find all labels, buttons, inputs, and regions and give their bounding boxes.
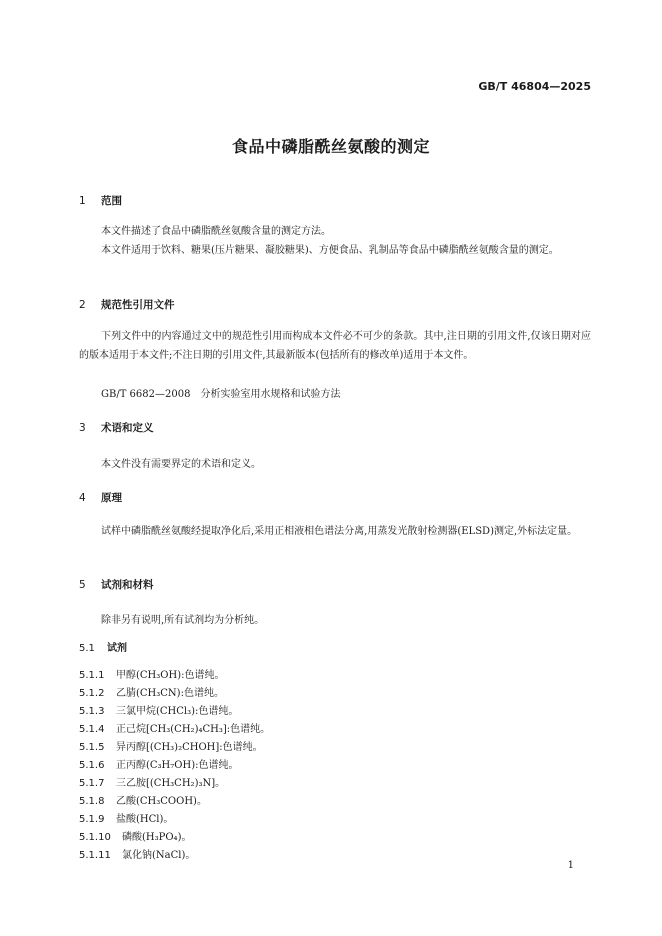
reagent-item — [79, 792, 207, 807]
item-number: 5.1.2 — [79, 688, 105, 699]
item-text: 磷酸(H₃PO₄)。 — [122, 832, 192, 843]
references-paragraph: 下列文件中的内容通过文中的规范性引用而构成本文件必不可少的条款。其中,注日期的引用文件,仅该日期对应的版本适用于本文件;不注日期的引用文件,其最新版本(包括所有的修改单)适用于本文件。 — [79, 331, 591, 361]
section-heading-reagents — [79, 577, 154, 592]
item-number: 5.1.1 — [79, 670, 105, 681]
item-text: 三氯甲烷(CHCl₃):色谱纯。 — [116, 706, 239, 717]
reagent-item — [79, 774, 225, 789]
reagent-item — [79, 810, 173, 825]
scope-paragraph-1: 本文件描述了食品中磷脂酰丝氨酸含量的测定方法。 — [101, 226, 331, 237]
section-heading-normative-references — [79, 297, 175, 312]
reagent-item — [79, 756, 238, 771]
item-number: 5.1.9 — [79, 814, 105, 825]
item-text: 乙腈(CH₃CN):色谱纯。 — [116, 688, 224, 699]
subsection-title: 试剂 — [107, 643, 127, 654]
item-text: 盐酸(HCl)。 — [116, 814, 174, 825]
terms-paragraph: 本文件没有需要界定的术语和定义。 — [101, 459, 261, 470]
item-number: 5.1.4 — [79, 724, 105, 735]
reagent-item — [79, 720, 270, 735]
section-title: 规范性引用文件 — [101, 299, 175, 311]
section-heading-principle — [79, 490, 122, 505]
section-title: 范围 — [101, 195, 122, 207]
item-number: 5.1.10 — [79, 832, 111, 843]
item-text: 甲醇(CH₃OH):色谱纯。 — [116, 670, 225, 681]
section-heading-scope — [79, 193, 122, 208]
item-number: 5.1.8 — [79, 796, 105, 807]
subsection-number: 5.1 — [79, 643, 95, 654]
reagent-item — [79, 738, 263, 753]
principle-paragraph: 试样中磷脂酰丝氨酸经提取净化后,采用正相液相色谱法分离,用蒸发光散射检测器(ELSD)测定,外标法定量。 — [101, 526, 578, 537]
item-text: 异丙醇[(CH₃)₂CHOH]:色谱纯。 — [116, 742, 263, 753]
section-heading-terms — [79, 420, 154, 435]
section-title: 试剂和材料 — [101, 579, 154, 591]
section-title: 原理 — [101, 492, 122, 504]
item-number: 5.1.11 — [79, 850, 111, 861]
item-text: 三乙胺[(CH₃CH₂)₃N]。 — [116, 778, 226, 789]
reagent-item — [79, 684, 224, 699]
reagents-paragraph: 除非另有说明,所有试剂均为分析纯。 — [101, 615, 265, 626]
item-number: 5.1.3 — [79, 706, 105, 717]
section-number: 5 — [79, 579, 86, 591]
document-title: 食品中磷脂酰丝氨酸的测定 — [231, 137, 430, 156]
standard-code: GB/T 46804—2025 — [478, 80, 591, 93]
item-text: 正己烷[CH₃(CH₂)₄CH₃]:色谱纯。 — [116, 724, 271, 735]
section-number: 3 — [79, 422, 86, 434]
item-text: 乙酸(CH₃COOH)。 — [116, 796, 207, 807]
section-number: 4 — [79, 492, 86, 504]
reagent-item — [79, 828, 191, 843]
item-text: 正丙醇(C₃H₇OH):色谱纯。 — [116, 760, 239, 771]
section-title: 术语和定义 — [101, 422, 154, 434]
section-number: 2 — [79, 299, 86, 311]
reagent-item — [79, 666, 224, 681]
section-number: 1 — [79, 195, 86, 207]
subsection-heading-reagents — [79, 639, 127, 654]
page-number: 1 — [567, 860, 574, 871]
reagent-item — [79, 846, 195, 861]
scope-paragraph-2: 本文件适用于饮料、糖果(压片糖果、凝胶糖果)、方便食品、乳制品等食品中磷脂酰丝氨酸含量的测定。 — [101, 245, 559, 256]
reference-entry: GB/T 6682—2008 分析实验室用水规格和试验方法 — [101, 389, 341, 400]
item-number: 5.1.6 — [79, 760, 105, 771]
item-number: 5.1.5 — [79, 742, 105, 753]
reagent-item — [79, 702, 238, 717]
item-number: 5.1.7 — [79, 778, 105, 789]
item-text: 氯化钠(NaCl)。 — [122, 850, 196, 861]
